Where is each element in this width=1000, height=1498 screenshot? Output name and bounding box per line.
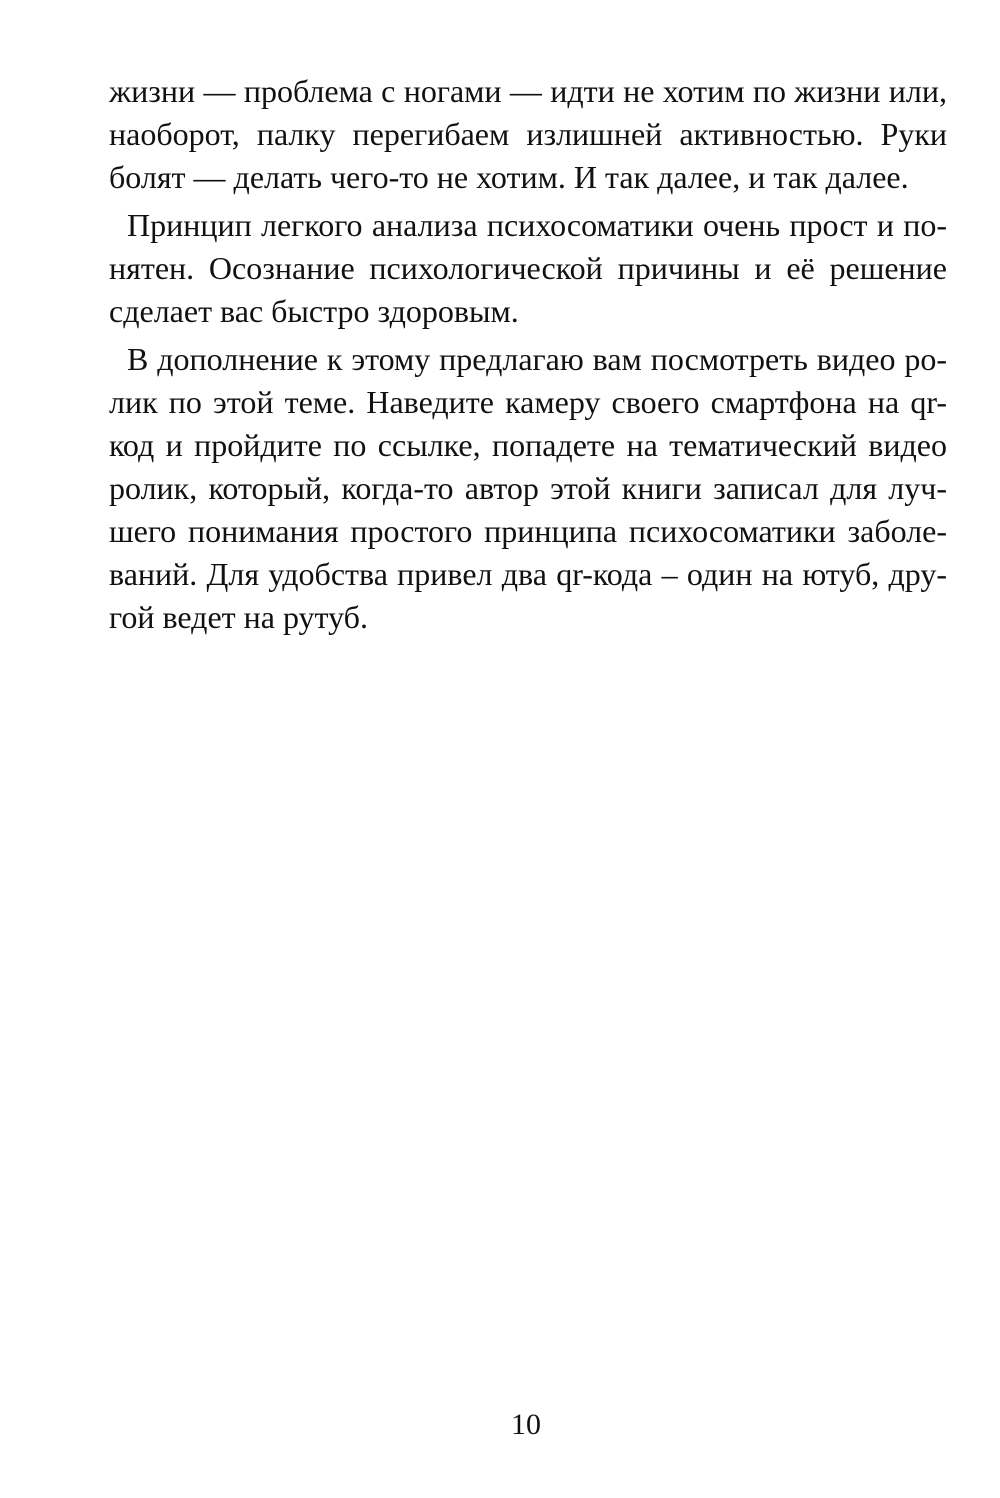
text-line: гой ведет на рутуб. xyxy=(109,599,368,635)
text-line: ролик, который, когда-то автор этой книги записал для луч- xyxy=(109,470,947,506)
text-line: жизни — проблема с ногами — идти не хотим по жизни или, xyxy=(109,73,947,109)
text-line: Принцип легкого анализа психосоматики очень прост и по- xyxy=(127,207,947,243)
body-text xyxy=(109,70,947,644)
paragraph-video xyxy=(109,338,947,639)
text-line: В дополнение к этому предлагаю вам посмотреть видео ро- xyxy=(127,341,947,377)
text-line: ваний. Для удобства привел два qr-кода – один на ютуб, дру- xyxy=(109,556,947,592)
text-line: код и пройдите по ссылке, попадете на тематический видео xyxy=(109,427,947,463)
text-line: лик по этой теме. Наведите камеру своего смартфона на qr- xyxy=(109,384,947,420)
text-line: шего понимания простого принципа психосоматики заболе- xyxy=(109,513,947,549)
paragraph-continuation xyxy=(109,70,947,199)
text-line: наоборот, палку перегибаем излишней активностью. Руки xyxy=(109,116,947,152)
paragraph-principle xyxy=(109,204,947,333)
page-number: 10 xyxy=(511,1408,541,1441)
text-line: болят — делать чего-то не хотим. И так далее, и так далее. xyxy=(109,159,909,195)
text-line: нятен. Осознание психологической причины и её решение xyxy=(109,250,947,286)
text-line: сделает вас быстро здоровым. xyxy=(109,293,519,329)
